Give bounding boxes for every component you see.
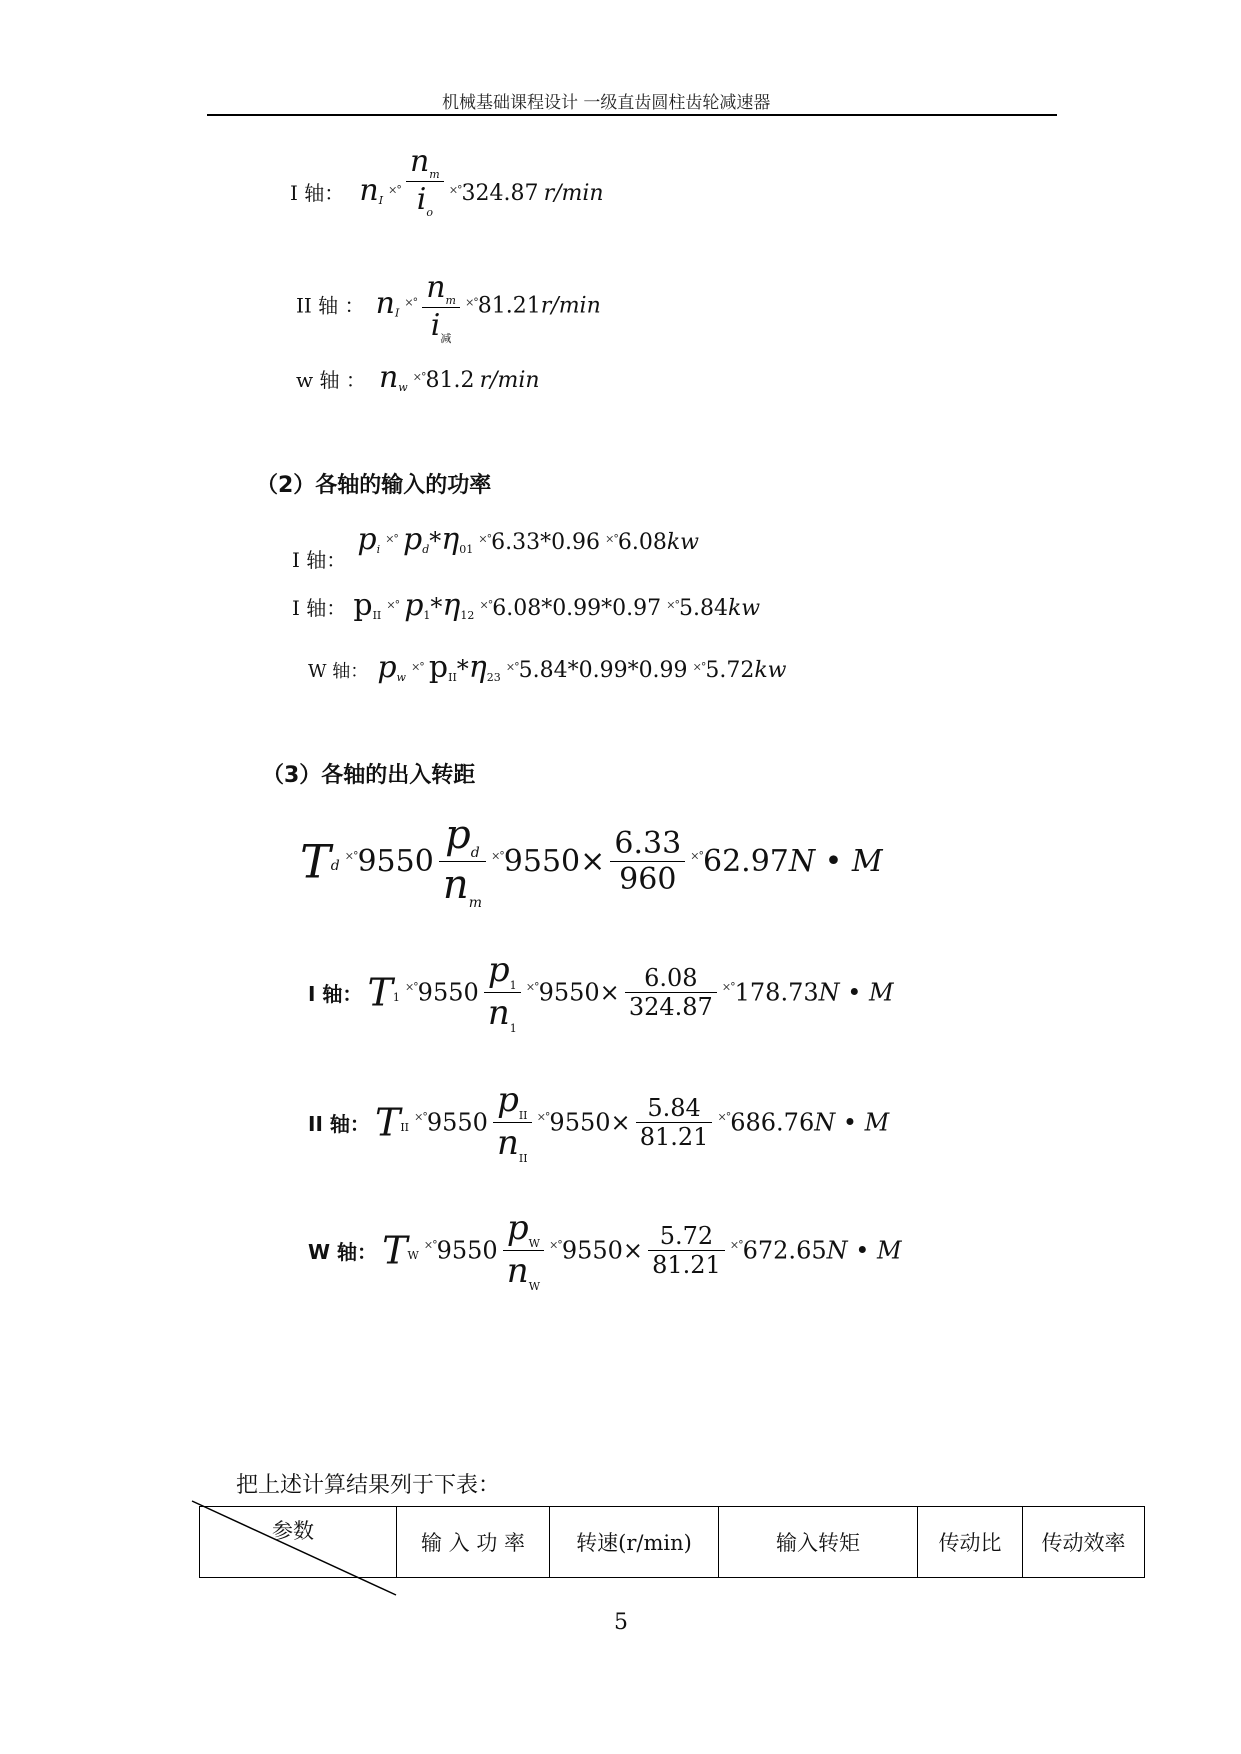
symbol-marker: ×° xyxy=(605,532,618,546)
subscript: W xyxy=(407,1248,419,1262)
fraction-values xyxy=(648,1222,725,1279)
symbol-marker: ×° xyxy=(448,183,462,197)
fraction-p-over-n: $\frac{p_d}{n_m}$ xyxy=(439,812,486,911)
fraction-values xyxy=(625,964,717,1021)
subscript: 12 xyxy=(460,609,475,623)
symbol-marker: ×° xyxy=(344,849,358,863)
shaft-label: II 轴： xyxy=(308,1111,370,1136)
header-rule xyxy=(207,114,1057,116)
subscript: I xyxy=(378,194,384,208)
subscript: II xyxy=(448,671,457,685)
expression: 6.33*0.96 xyxy=(491,530,601,555)
unit: r/min xyxy=(540,293,601,319)
denominator: 81.21 xyxy=(652,1250,721,1279)
result-value: 178.73 xyxy=(734,978,819,1007)
numerator: n xyxy=(426,270,446,305)
coefficient: 9550 xyxy=(538,978,600,1007)
symbol-marker: ×° xyxy=(525,980,539,994)
result-value: 5.84 xyxy=(678,596,728,621)
symbol-marker: ×° xyxy=(721,980,735,994)
torque-row-w: W 轴： $T_W$ ×°9550 $\frac{p_W}{n_W}$ ×°9550× $\frac{5.72}{81.21}$ ×°672.65N • M xyxy=(308,1208,902,1293)
shaft-label: W 轴： xyxy=(308,1239,378,1264)
symbol-marker: ×° xyxy=(666,598,679,612)
numerator: 6.08 xyxy=(625,964,717,993)
subscript: w xyxy=(396,671,406,685)
subscript: W xyxy=(528,1236,540,1250)
torque-row-1: I 轴： $T_1$ ×°9550 $\frac{p_1}{n_1}$ ×°9550× $\frac{6.08}{324.87}$ ×°178.73N • M xyxy=(308,950,894,1035)
symbol-marker: ×° xyxy=(729,1238,743,1252)
subscript: w xyxy=(398,381,408,395)
symbol-T: T xyxy=(374,1100,401,1145)
unit: N • M xyxy=(788,844,883,879)
symbol-marker: ×° xyxy=(385,532,398,546)
header-cell-torque: 输入转矩 xyxy=(719,1507,918,1578)
symbol-marker: ×° xyxy=(692,660,706,674)
numerator: 5.72 xyxy=(648,1222,725,1251)
symbol-marker: ×° xyxy=(536,1110,550,1124)
symbol-marker: ×° xyxy=(479,598,493,612)
result-value: 81.2 xyxy=(425,368,475,393)
subscript: 1 xyxy=(509,1021,517,1035)
subscript: i xyxy=(376,543,381,557)
page-number: 5 xyxy=(614,1610,628,1635)
subscript: 1 xyxy=(509,978,517,992)
header-cell-ratio: 传动比 xyxy=(918,1507,1023,1578)
numerator: 6.33 xyxy=(610,826,685,862)
symbol-eta: η xyxy=(468,650,487,685)
coefficient: 9550 xyxy=(503,844,581,879)
symbol-p: p xyxy=(428,650,449,685)
subscript: d xyxy=(470,845,480,861)
unit: r/min xyxy=(543,181,604,206)
symbol-marker: ×° xyxy=(549,1238,562,1252)
coefficient: 9550 xyxy=(561,1236,623,1265)
symbol-marker: ×° xyxy=(404,296,418,310)
denominator: 81.21 xyxy=(639,1122,709,1151)
result-value: 62.97 xyxy=(702,844,789,879)
symbol-marker: ×° xyxy=(386,598,400,612)
denominator: 960 xyxy=(619,862,677,897)
unit: N • M xyxy=(818,978,894,1007)
numerator: 5.84 xyxy=(636,1094,713,1123)
symbol-marker: ×° xyxy=(414,1110,427,1124)
symbol-n: n xyxy=(359,173,379,208)
shaft-label: I 轴： xyxy=(292,548,347,572)
torque-row-2: II 轴： $T_{II}$ ×°9550 $\frac{p_{II}}{n_{II}}$ ×°9550× $\frac{5.84}{81.21}$ ×°686.76N • M xyxy=(308,1080,890,1165)
fraction-p-over-n: $\frac{p_1}{n_1}$ xyxy=(484,950,521,1035)
subscript: W xyxy=(528,1279,540,1293)
symbol-eta: η xyxy=(442,588,461,623)
unit: kw xyxy=(754,658,787,683)
coefficient: 9550 xyxy=(426,1108,488,1137)
result-value: 672.65 xyxy=(742,1236,827,1265)
coefficient: 9550 xyxy=(436,1236,498,1265)
header-cell-efficiency: 传动效率 xyxy=(1023,1507,1145,1578)
result-value: 324.87 xyxy=(461,181,539,206)
subscript: o xyxy=(426,206,433,219)
result-value: 5.72 xyxy=(705,658,755,683)
fraction xyxy=(406,144,444,219)
symbol-marker: ×° xyxy=(717,1110,731,1124)
subscript: II xyxy=(518,1108,528,1122)
numerator: n xyxy=(409,144,430,179)
coefficient: 9550 xyxy=(549,1108,611,1137)
shaft-label: I 轴： xyxy=(308,981,363,1006)
symbol-p: p xyxy=(357,522,377,557)
symbol-marker: ×° xyxy=(423,1238,437,1252)
subscript: d xyxy=(422,543,430,557)
speed-row-shaft1 xyxy=(290,144,604,219)
coefficient: 9550 xyxy=(417,978,479,1007)
subscript: II xyxy=(372,609,382,623)
unit: kw xyxy=(666,530,700,555)
denominator: i xyxy=(430,308,441,343)
fraction-values xyxy=(610,826,685,897)
torque-row-d: Td ×°9550 $\frac{p_d}{n_m}$ ×°9550× $\frac{6.33}{960}$ ×°62.97N • M xyxy=(300,812,883,911)
subscript: II xyxy=(400,1120,410,1134)
unit: N • M xyxy=(826,1236,902,1265)
section-heading-torque: （3）各轴的出入转距 xyxy=(262,763,476,788)
unit: kw xyxy=(727,596,761,621)
symbol-marker: ×° xyxy=(411,660,424,674)
fraction-p-over-n: $\frac{p_W}{n_W}$ xyxy=(503,1208,544,1293)
table-intro-text: 把上述计算结果列于下表： xyxy=(236,1473,501,1498)
symbol-marker: ×° xyxy=(491,849,504,863)
results-table xyxy=(199,1506,1145,1578)
section-heading-power: （2）各轴的输入的功率 xyxy=(256,473,492,498)
subscript: 01 xyxy=(459,543,474,557)
subscript: 23 xyxy=(486,671,501,685)
shaft-label: W 轴： xyxy=(308,661,369,682)
symbol-marker: ×° xyxy=(690,849,703,863)
symbol-marker: ×° xyxy=(465,296,478,310)
symbol-p: p xyxy=(403,522,423,557)
power-row-3: W 轴： $p_w$ ×° $p_{II}*\eta_{23}$ ×°5.84*0.99*0.99 ×°5.72kw xyxy=(308,650,787,685)
header-cell-power: 输 入 功 率 xyxy=(397,1507,550,1578)
subscript: m xyxy=(468,895,482,911)
subscript: 1 xyxy=(423,609,431,623)
shaft-label: w 轴 ： xyxy=(296,368,366,392)
subscript: m xyxy=(445,294,456,307)
speed-row-shaftw xyxy=(296,360,540,395)
subscript: d xyxy=(330,858,340,875)
unit: N • M xyxy=(814,1108,890,1137)
coefficient: 9550 xyxy=(357,844,434,879)
denominator: i xyxy=(416,182,427,217)
power-row-1: I 轴： $p_i$ ×° $p_d*\eta_{01}$ ×°6.33*0.96 ×°6.08kw xyxy=(292,522,700,572)
denominator: 324.87 xyxy=(628,992,713,1021)
shaft-label: I 轴： xyxy=(290,181,345,205)
symbol-marker: ×° xyxy=(404,980,418,994)
page-header-title: 机械基础课程设计 一级直齿圆柱齿轮减速器 xyxy=(442,93,771,113)
header-label: 参数 xyxy=(272,1519,314,1543)
subscript: 1 xyxy=(392,990,400,1004)
diagonal-line xyxy=(190,1499,400,1597)
symbol-n: n xyxy=(378,360,399,395)
subscript: I xyxy=(394,306,400,320)
symbol-T: T xyxy=(300,834,331,889)
subscript: II xyxy=(518,1151,528,1165)
power-row-2: I 轴： $p_{II}$ ×° $p_1*\eta_{12}$ ×°6.08*0.99*0.97 ×°5.84kw xyxy=(292,588,761,623)
shaft-label: I 轴： xyxy=(292,596,347,620)
speed-row-shaft2 xyxy=(296,270,601,346)
unit: r/min xyxy=(479,368,540,393)
symbol-n: n xyxy=(375,285,395,321)
symbol-p: p xyxy=(377,650,397,685)
symbol-marker: ×° xyxy=(412,370,426,384)
symbol-p: p xyxy=(404,588,424,623)
fraction-values xyxy=(636,1094,713,1151)
expression: 6.08*0.99*0.97 xyxy=(492,596,662,621)
symbol-marker: ×° xyxy=(478,532,492,546)
fraction-p-over-n: $\frac{p_{II}}{n_{II}}$ xyxy=(493,1080,532,1165)
header-cell-param xyxy=(200,1507,397,1578)
shaft-label: II 轴 ： xyxy=(296,293,365,318)
subscript: 减 xyxy=(440,332,452,345)
table-header-row xyxy=(200,1507,1145,1578)
symbol-marker: ×° xyxy=(505,660,519,674)
symbol-T: T xyxy=(382,1228,408,1273)
symbol-marker: ×° xyxy=(388,183,401,197)
symbol-eta: η xyxy=(441,522,460,557)
result-value: 81.21 xyxy=(477,293,541,319)
subscript: m xyxy=(429,168,440,181)
expression: 5.84*0.99*0.99 xyxy=(518,658,688,683)
symbol-p: p xyxy=(353,588,373,623)
header-cell-speed: 转速(r/min) xyxy=(550,1507,719,1578)
symbol-T: T xyxy=(367,970,393,1015)
result-value: 6.08 xyxy=(617,530,667,555)
result-value: 686.76 xyxy=(730,1108,815,1137)
fraction xyxy=(422,270,460,346)
